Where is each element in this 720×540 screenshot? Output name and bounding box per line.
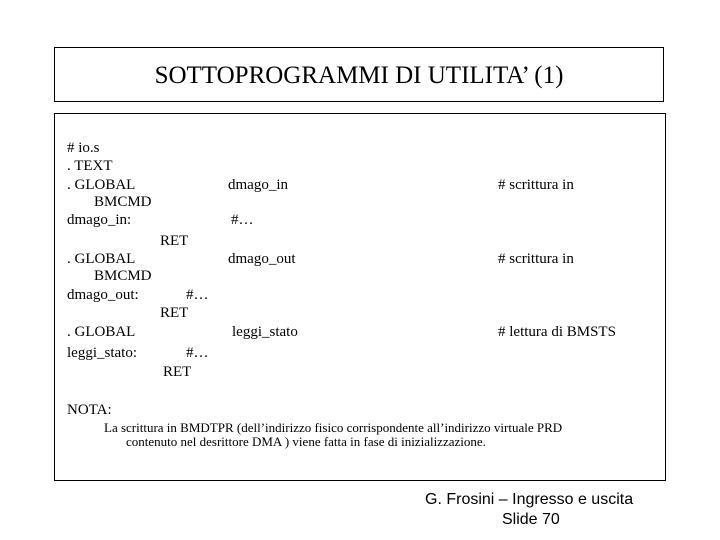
symbol-dmago-out: dmago_out [228, 251, 296, 267]
symbol-dmago-in: dmago_in [228, 177, 288, 193]
footer-slide-number: Slide 70 [502, 511, 560, 528]
ellipsis-dmago-out: #… [186, 287, 209, 303]
label-leggi-stato: leggi_stato: [67, 345, 137, 361]
text-directive: . TEXT [67, 158, 113, 174]
label-dmago-out: dmago_out: [67, 287, 139, 303]
file-comment: # io.s [67, 140, 100, 156]
nota-label: NOTA: [67, 402, 112, 418]
nota-line-2: contenuto nel desrittore DMA ) viene fatta in fase di inizializzazione. [126, 434, 486, 449]
ret-2: RET [160, 305, 189, 321]
comment-lettura: # lettura di BMSTS [498, 324, 616, 340]
nota-line-1: La scrittura in BMDTPR (dell’indirizzo fisico corrispondente all’indirizzo virtuale PRD [104, 420, 563, 435]
symbol-leggi-stato: leggi_stato [232, 324, 298, 340]
footer-author: G. Frosini – Ingresso e uscita [425, 491, 634, 508]
global-directive-3: . GLOBAL [67, 324, 136, 340]
ret-1: RET [160, 233, 189, 249]
ret-3: RET [163, 364, 192, 380]
slide-title: SOTTOPROGRAMMI DI UTILITA’ (1) [154, 62, 564, 89]
global-directive-2: . GLOBAL [67, 251, 136, 267]
comment-scrittura-2: # scrittura in [498, 251, 574, 267]
ellipsis-leggi-stato: #… [186, 345, 209, 361]
global-directive-1: . GLOBAL [67, 177, 136, 193]
bmcmd-1: BMCMD [94, 194, 152, 210]
ellipsis-dmago-in: #… [231, 212, 254, 228]
comment-scrittura-1: # scrittura in [498, 177, 574, 193]
title-box [54, 47, 664, 102]
bmcmd-2: BMCMD [94, 268, 152, 284]
label-dmago-in: dmago_in: [67, 212, 132, 228]
